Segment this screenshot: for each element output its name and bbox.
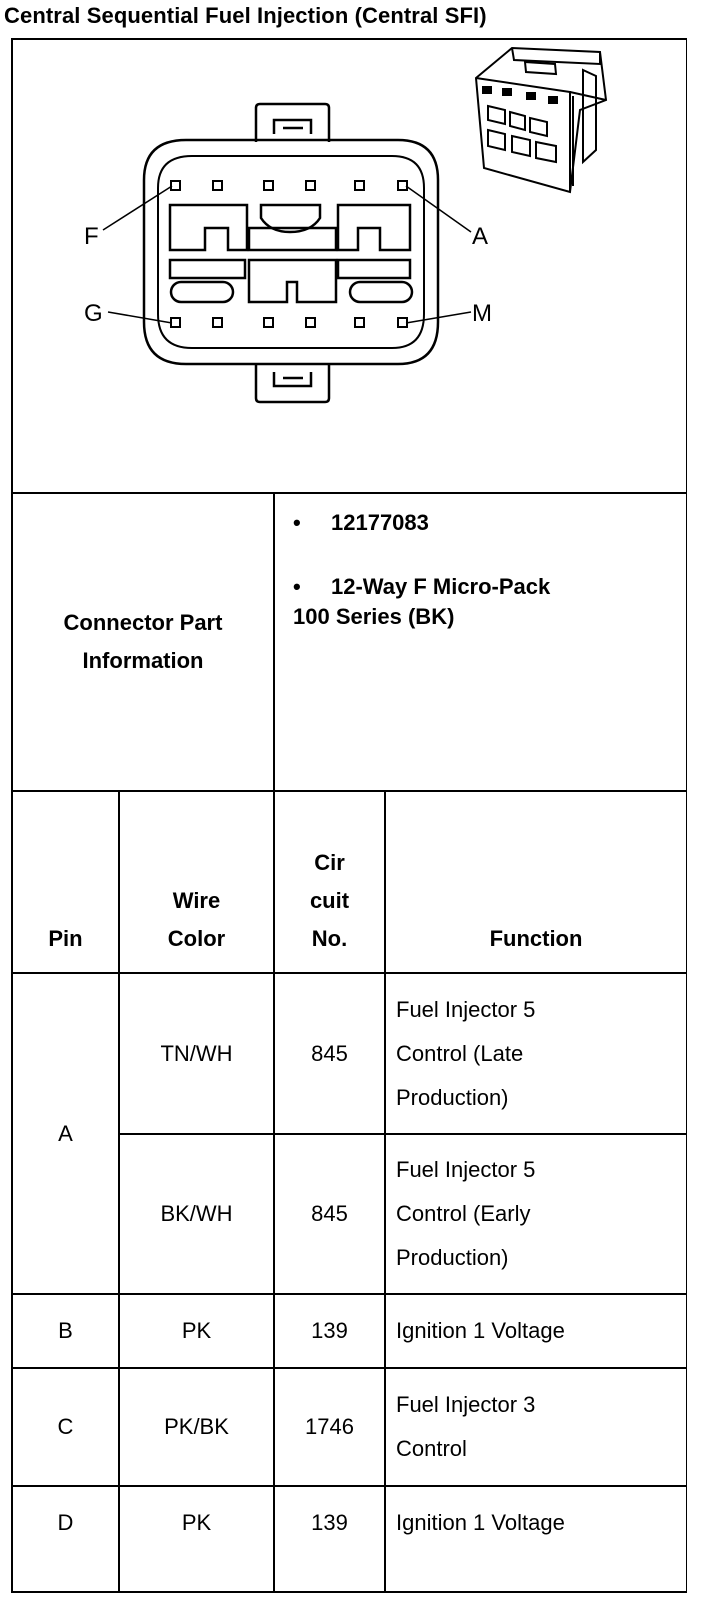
- callout-m: M: [472, 300, 492, 327]
- table-cell-pin: B: [58, 1318, 73, 1343]
- table-cell-wire-color: PK/BK: [164, 1414, 229, 1439]
- table-cell-function: Fuel Injector 3 Control: [396, 1392, 536, 1461]
- table-cell-wire-color: TN/WH: [160, 1040, 233, 1066]
- bullet-icon: •: [293, 510, 301, 535]
- header-wire-color: Wire Color: [167, 888, 226, 951]
- connector-part-info-label: Connector Part Information: [63, 610, 223, 673]
- table-cell-circuit: 845: [311, 1040, 348, 1066]
- table-cell-wire-color: PK: [181, 1318, 212, 1343]
- table-cell-function: Ignition 1 Voltage: [396, 1318, 565, 1343]
- table-cell-circuit: 1746: [305, 1414, 354, 1439]
- divider: [273, 492, 275, 792]
- part-description-line2: 100 Series (BK): [293, 604, 455, 629]
- page-title: Central Sequential Fuel Injection (Central SFI): [4, 3, 487, 28]
- table-cell-circuit: 139: [311, 1318, 348, 1343]
- bullet-icon: •: [293, 574, 301, 599]
- header-circuit-no: Cir cuit No.: [309, 850, 350, 951]
- table-cell-function: Ignition 1 Voltage: [396, 1510, 565, 1535]
- table-cell-pin: C: [57, 1414, 74, 1439]
- callout-f: F: [84, 223, 99, 250]
- table-cell-wire-color: BK/WH: [160, 1201, 233, 1226]
- callout-a: A: [472, 223, 489, 250]
- header-pin: Pin: [48, 926, 83, 951]
- table-cell-function: Fuel Injector 5 Control (Late Production): [396, 996, 536, 1110]
- table-cell-wire-color: PK: [181, 1510, 212, 1535]
- header-function: Function: [489, 926, 583, 951]
- table-cell-pin: A: [58, 1120, 73, 1146]
- table-cell-pin: D: [57, 1510, 74, 1535]
- table-cell-circuit: 139: [311, 1510, 348, 1535]
- callout-g: G: [84, 300, 103, 327]
- part-description-line1: 12-Way F Micro-Pack: [331, 574, 551, 599]
- table-cell-circuit: 845: [311, 1201, 348, 1226]
- connector-thumbnail: [0, 0, 704, 220]
- connector-part-details: [293, 510, 550, 630]
- part-number: 12177083: [331, 510, 429, 535]
- table-cell-function: Fuel Injector 5 Control (Early Production): [396, 1157, 536, 1270]
